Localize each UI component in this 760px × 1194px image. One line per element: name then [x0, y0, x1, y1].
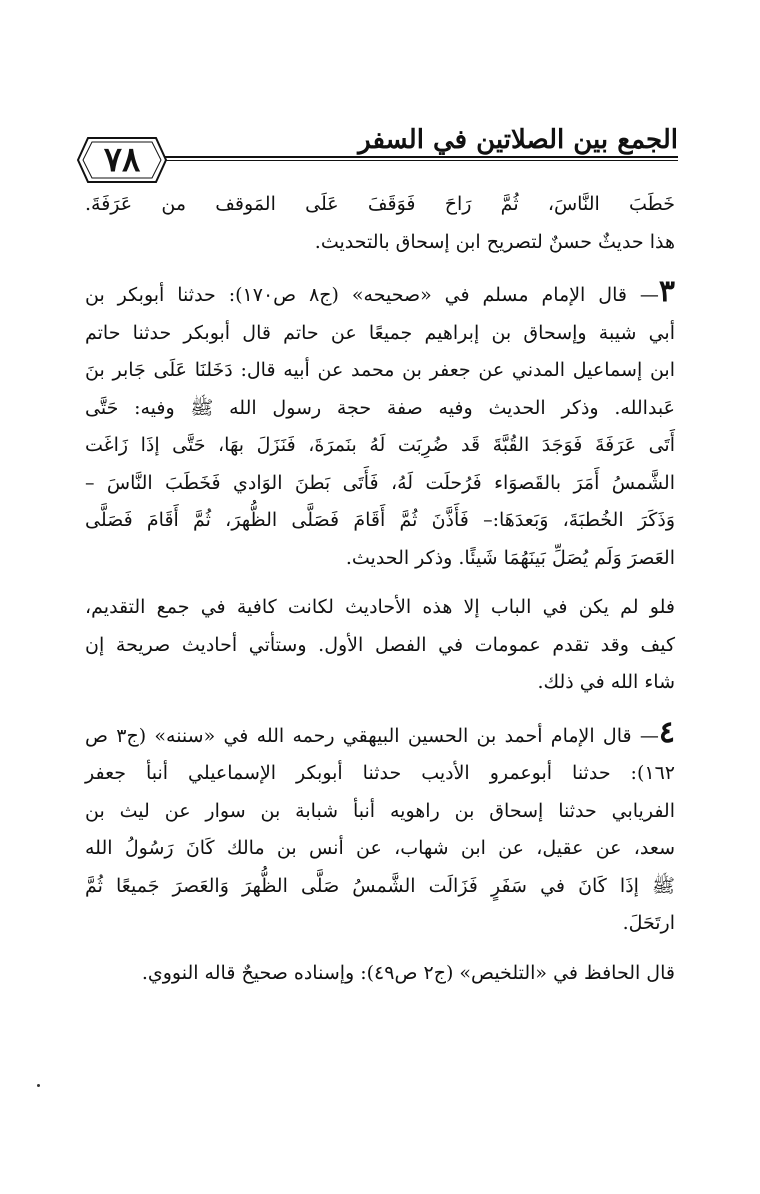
text-line: أبي شيبة وإسحاق بن إبراهيم جميعًا عن حاتم قال أبوبكر حدثنا حاتم [85, 321, 675, 344]
text-line: ابن إسماعيل المدني عن جعفر بن محمد عن أبيه قال: دَخَلنَا عَلَى جَابر بنَ [85, 359, 675, 381]
text-line: الفريابي حدثنا إسحاق بن راهويه أنبأ شبابة بن سوار عن ليث بن [85, 799, 675, 822]
text-line: العَصرَ وَلَم يُصَلِّ بَينَهُمَا شَيئًا. وذكر الحديث. [345, 546, 675, 569]
text-line: هذا حديثٌ حسنٌ لتصريح ابن إسحاق بالتحديث. [314, 230, 675, 253]
text-line: قال الحافظ في «التلخيص» (ج٢ ص٤٩): وإسناده صحيحٌ قاله النووي. [141, 961, 675, 984]
page-body [85, 186, 675, 992]
text-line: ارتَحَلَ. [622, 912, 675, 934]
margin-dot [37, 1084, 40, 1087]
header-rule-thin [88, 160, 678, 161]
text-line: ﷺ إذَا كَانَ في سَفَرٍ فَزَالَت الشَّمسُ صَلَّى الظُّهرَ وَالعَصرَ جَميعًا ثُمَّ [85, 874, 675, 897]
page-number: ٧٨ [103, 140, 141, 180]
text-line: شاء الله في ذلك. [537, 671, 675, 693]
closing-paragraph [85, 955, 675, 993]
intro-paragraph [85, 186, 675, 261]
header-rule [88, 156, 678, 158]
item-number: ٣ [658, 274, 675, 309]
hadith-item-3 [85, 273, 675, 577]
text-line: كيف وقد تقدم عمومات في الفصل الأول. وستأتي أحاديث صريحة إن [85, 633, 675, 656]
page-number-badge [74, 132, 170, 188]
text-line: وَذَكَرَ الخُطبَةَ، وَبَعدَهَا:– فَأَذَّنَ ثُمَّ أَقَامَ فَصَلَّى الظُّهرَ، ثُمَّ أَقَامَ فَصَلَّى [85, 509, 675, 531]
text-line: ١٦٢): حدثنا أبوعمرو الأديب حدثنا أبوبكر الإسماعيلي أنبأ جعفر [85, 762, 675, 784]
running-title: الجمع بين الصلاتين في السفر [358, 125, 678, 155]
item-number: ٤ [658, 714, 675, 750]
page-header [88, 112, 678, 180]
hadith-item-4 [85, 714, 675, 943]
text-line: أَتَى عَرَفَةَ فَوَجَدَ القُبَّةَ قَد ضُرِبَت لَهُ بنَمرَةَ، فَنَزَلَ بهَا، حَتَّى إذَا زَاغَت [85, 434, 675, 456]
text-line: سعد، عن عقيل، عن ابن شهاب، عن أنس بن مالك كَانَ رَسُولُ الله [85, 837, 675, 859]
text-segment: قال الإمام مسلم في «صحيحه» (ج٨ ص١٧٠): حدثنا أبوبكر بن [85, 284, 627, 306]
text-segment: قال الإمام أحمد بن الحسين البيهقي رحمه الله في «سننه» (ج٣ ص [85, 724, 632, 747]
text-line: ٤— قال الإمام أحمد بن الحسين البيهقي رحمه الله في «سننه» (ج٣ ص [85, 714, 675, 750]
text-line: فلو لم يكن في الباب إلا هذه الأحاديث لكانت كافية في جمع التقديم، [85, 596, 675, 618]
commentary-paragraph [85, 589, 675, 702]
text-line: ٣— قال الإمام مسلم في «صحيحه» (ج٨ ص١٧٠): حدثنا أبوبكر بن [85, 274, 675, 309]
text-line: خَطَبَ النَّاسَ، ثُمَّ رَاحَ فَوَقَفَ عَلَى المَوقف من عَرَفَةَ. [85, 193, 675, 215]
text-line: عَبدالله. وذكر الحديث وفيه صفة حجة رسول الله ﷺ وفيه: حَتَّى [85, 396, 675, 419]
text-line: الشَّمسُ أَمَرَ بالقَصوَاء فَرُحلَت لَهُ، فَأَتَى بَطنَ الوَادي فَخَطَبَ النَّاسَ – [85, 471, 675, 494]
